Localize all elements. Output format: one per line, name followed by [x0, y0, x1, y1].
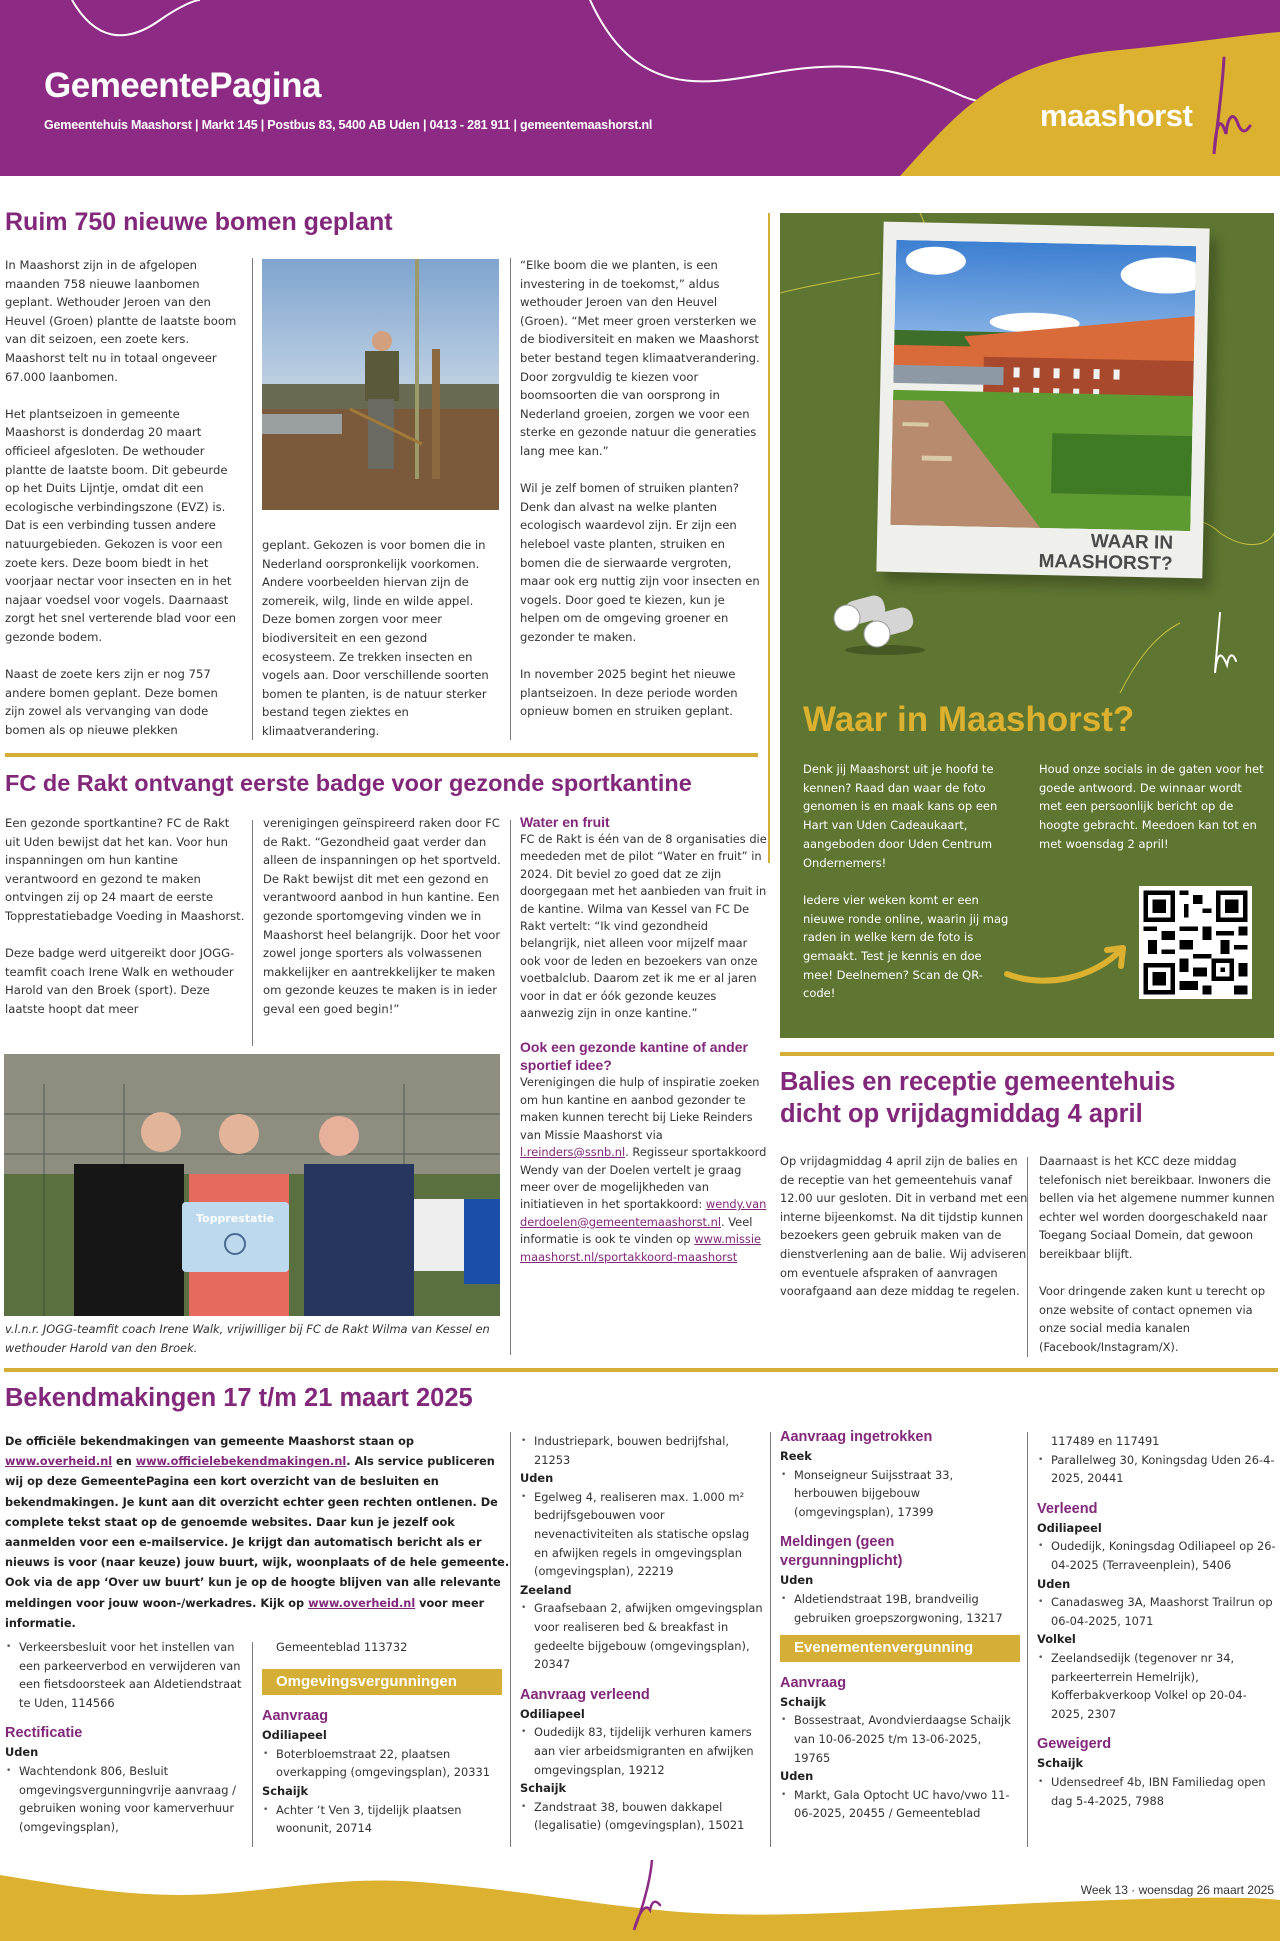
- photo-sign-text: Topprestatie: [196, 1212, 274, 1225]
- column-divider: [510, 258, 511, 740]
- quiz-photo-polaroid: [876, 222, 1209, 579]
- email-link-vanderdoelen[interactable]: wendy.vanderdoelen@gemeentemaashorst.nl: [520, 1197, 767, 1229]
- list-item: • Boterbloemstraat 22, plaatsen overkapping (omgevingsplan), 20331: [262, 1745, 502, 1782]
- place-name: Uden: [1037, 1576, 1071, 1591]
- quiz-text-col2: [1039, 760, 1264, 872]
- column-divider: [510, 820, 511, 1355]
- paragraph: Op vrijdagmiddag 4 april zijn de balies en de receptie van het gemeentehuis vanaf 12.00 uur gesloten. Dit in verband met een interne bijeenkomst. Na dit tijdstip kunnen bezoekers geen gebruik maken van de dienstverlening aan de balie. Wij adviseren om eventuele afspraken of aanvragen voorafgaand aan deze middag te regelen.: [780, 1154, 1028, 1299]
- paragraph: In november 2025 begint het nieuwe plantseizoen. In deze periode worden opnieuw bomen en struiken geplant.: [520, 667, 738, 719]
- page-title: GemeentePagina: [44, 66, 321, 105]
- bekendmakingen-col5: [1037, 1432, 1279, 1810]
- banner-omgevingsvergunningen: Omgevingsvergunningen: [262, 1669, 502, 1696]
- section-rule: [5, 753, 758, 757]
- list-item: • Egelweg 4, realiseren max. 1.000 m² bedrijfsgebouwen voor nevenactiviteiten als statische opslag en afwijken regels in omgevingsplan (omgevingsplan), 22219: [520, 1488, 766, 1581]
- column-divider-gold: [768, 213, 770, 863]
- footer-wave: [0, 1860, 1280, 1941]
- bekendmakingen-col2: [262, 1638, 502, 1838]
- article-fc-col2: [263, 814, 508, 1019]
- list-item: • Udensedreef 4b, IBN Familiedag open dag 5-4-2025, 7988: [1037, 1773, 1279, 1810]
- subheading-gezonde-kantine: Ook een gezonde kantine of ander sportief idee?: [520, 1039, 748, 1074]
- photo-badge-presentation: [4, 1054, 500, 1316]
- column-divider: [770, 1432, 771, 1847]
- arrow-icon: [1003, 940, 1131, 1000]
- column-divider: [252, 258, 253, 740]
- list-item: • Graafsebaan 2, afwijken omgevingsplan voor realiseren bed & breakfast in gedeelte bijgebouw (omgevingsplan), 20347: [520, 1599, 766, 1673]
- place-name: Schaijk: [262, 1783, 309, 1798]
- quiz-text-col1: [803, 760, 1013, 1022]
- paragraph: In Maashorst zijn in de afgelopen maanden 758 nieuwe laanbomen geplant. Wethouder Jeroen van den Heuvel (Groen) plantte de laatste boom van dit seizoen, een zoete kers. Maashorst telt nu in totaal ongeveer 67.000 laanbomen.: [5, 258, 237, 384]
- place-name: Odiliapeel: [262, 1728, 327, 1743]
- list-item-continued: Gemeenteblad 113732: [276, 1640, 408, 1654]
- place-name: Uden: [780, 1769, 814, 1784]
- logo-text: maashorst: [1040, 98, 1193, 133]
- category-geweigerd: Geweigerd: [1037, 1736, 1112, 1753]
- list-item: • Zandstraat 38, bouwen dakkapel (legalisatie) (omgevingsplan), 15021: [520, 1798, 766, 1835]
- place-name: Schaijk: [520, 1781, 567, 1796]
- list-item: • Monseigneur Suijsstraat 33, herbouwen bijgebouw (omgevingsplan), 17399: [780, 1466, 1020, 1522]
- list-item: • Wachtendonk 806, Besluit omgevingsvergunningvrije aanvraag / gebruiken woning voor kamerverhuur (omgevingsplan),: [5, 1762, 245, 1836]
- column-divider: [252, 1642, 253, 1847]
- maashorst-logo-icon: [1196, 54, 1256, 164]
- qr-code[interactable]: [1139, 886, 1252, 999]
- article-title-trees: Ruim 750 nieuwe bomen geplant: [5, 208, 393, 236]
- paragraph: verenigingen geïnspireerd raken door FC de Rakt. “Gezondheid gaat verder dan alleen de inspanningen op het sportveld. De Rakt bewijst dit met een gezond en verantwoord aanbod in hun kantine. Een gezonde sportomgeving vinden we in Maashorst heel belangrijk. Door het voor zowel jonge sporters als volwassenen makkelijker en aantrekkelijker te maken om gezonde keuzes te maken is in ieder geval een goed begin!”: [263, 816, 501, 1016]
- bekendmakingen-col3: [520, 1432, 766, 1835]
- category-rectificatie: Rectificatie: [5, 1725, 83, 1742]
- email-link-reinders[interactable]: l.reinders@ssnb.nl: [520, 1145, 626, 1160]
- place-name: Schaijk: [1037, 1756, 1084, 1771]
- list-item: • Verkeersbesluit voor het instellen van een parkeerverbod en verwijderen van een fietsdoorsteek aan Aldetiendstraat te Uden, 114566: [5, 1638, 245, 1712]
- article-fc-col3: [520, 813, 768, 1266]
- bekendmakingen-title: Bekendmakingen 17 t/m 21 maart 2025: [5, 1384, 473, 1412]
- list-item: • Aldetiendstraat 19B, brandveilig gebruiken groepszorgwoning, 13217: [780, 1590, 1020, 1627]
- place-name: Volkel: [1037, 1632, 1076, 1647]
- list-item: • Canadasweg 3A, Maashorst Trailrun op 06-04-2025, 1071: [1037, 1593, 1279, 1630]
- bekendmakingen-col4: [780, 1428, 1020, 1823]
- paragraph: Deze badge werd uitgereikt door JOGG-teamfit coach Irene Walk en wethouder Harold van den Broek (sport). Deze laatste hoopt dat meer: [5, 946, 235, 1016]
- article-title-balies: Balies en receptie gemeentehuis dicht op vrijdagmiddag 4 april: [780, 1068, 1176, 1128]
- category-aanvraag: Aanvraag: [262, 1708, 329, 1725]
- article-trees-col1: [5, 256, 240, 739]
- banner-evenementenvergunning: Evenementenvergunning: [780, 1635, 1020, 1662]
- place-name: Reek: [780, 1449, 812, 1463]
- category-verleend: Verleend: [1037, 1500, 1098, 1517]
- bekendmakingen-col1: [5, 1638, 245, 1836]
- column-divider: [1027, 1157, 1028, 1357]
- link-overheid[interactable]: www.overheid.nl: [5, 1455, 113, 1469]
- place-name: Uden: [5, 1745, 39, 1760]
- paragraph: Daarnaast is het KCC deze middag telefonisch niet bereikbaar. Inwoners die bellen via het algemene nummer kunnen echter wel worden doorgeschakeld naar Toegang Sociaal Domein, dat gewoon bereikbaar blijft.: [1039, 1154, 1275, 1261]
- subheading-water-fruit: Water en fruit: [520, 814, 610, 830]
- paragraph: “Elke boom die we planten, is een investering in de toekomst,” aldus wethouder Jeroen van den Heuvel (Groen). “Met meer groen versterken we de biodiversiteit en maken we Maashorst beter bestand tegen klimaatverandering. Door zorgvuldig te kiezen voor boomsoorten die van oorsprong in Nederland groeien, zorgen we voor een sterke en gezonde natuur die generaties lang mee kan.”: [520, 258, 760, 458]
- list-item-continued: 117489 en 117491: [1051, 1434, 1160, 1448]
- article-balies-col1: [780, 1152, 1028, 1301]
- bekendmakingen-intro: De officiële bekendmakingen van gemeente Maashorst staan op www.overheid.nl en www.officielebekendmakingen.nl. Als service publiceren wij op deze GemeentePagina een kort overzicht van de besluiten en bekendmakingen. Je kunt aan dit overzicht echter geen rechten ontlenen. De complete tekst staat op de genoemde websites. Daar kun je jezelf ook aanmelden voor een e-mailservice. Je krijgt dan automatisch bericht als er nieuws is voor (naar keuze) jouw buurt, wijk, woonplaats of de hele gemeente. Ook via de app ‘Over uw buurt’ kun je op de hoogte blijven van alle relevante meldingen voor jouw woon-/werkadres. Kijk op www.overheid.nl voor meer informatie.: [5, 1435, 510, 1630]
- list-item: • Industriepark, bouwen bedrijfshal, 21253: [520, 1432, 766, 1469]
- page-header: [0, 0, 1280, 176]
- article-trees-col3: [520, 256, 765, 721]
- link-missiemaashorst[interactable]: www.missiemaashorst.nl/sportakkoord-maashorst: [520, 1232, 762, 1264]
- link-officielebekendmakingen[interactable]: www.officielebekendmakingen.nl: [135, 1455, 347, 1469]
- paragraph: Een gezonde sportkantine? FC de Rakt uit Uden bewijst dat het kan. Voor hun inspanningen om hun kantine verantwoord en gezond te maken ontvingen zij op 24 maart de eerste Topprestatiebadge Voeding in Maashorst.: [5, 816, 245, 923]
- paragraph: Naast de zoete kers zijn er nog 757 andere bomen geplant. Deze bomen zijn zowel als vervanging van dode bomen als op nieuwe plekken: [5, 667, 218, 737]
- photo-caption: v.l.n.r. JOGG-teamfit coach Irene Walk, vrijwilliger bij FC de Rakt Wilma van Kessel en wethouder Harold van den Broek.: [5, 1322, 490, 1355]
- quiz-title: Waar in Maashorst?: [803, 700, 1135, 739]
- place-name: Zeeland: [520, 1582, 572, 1597]
- list-item: • Zeelandsedijk (tegenover nr 34, parkeerterrein Hemelrijk), Kofferbakverkoop Volkel op 20-04-2025, 2307: [1037, 1649, 1279, 1723]
- category-aanvraag-ingetrokken: Aanvraag ingetrokken: [780, 1429, 933, 1445]
- polaroid-caption: WAAR IN MAASHORST?: [1038, 531, 1174, 575]
- paragraph: Houd onze socials in de gaten voor het goede antwoord. De winnaar wordt met een persoonlijk bericht op de hoogte gebracht. Meedoen kan tot en met woensdag 2 april!: [1039, 762, 1264, 851]
- category-aanvraag: Aanvraag: [780, 1674, 847, 1691]
- photo-tree-planting: [262, 259, 499, 510]
- list-item: • Bossestraat, Avondvierdaagse Schaijk van 10-06-2025 t/m 13-06-2025, 19765: [780, 1711, 1020, 1767]
- place-name: Uden: [520, 1471, 554, 1486]
- article-trees-col2: [262, 536, 504, 741]
- binoculars-icon: [825, 588, 945, 658]
- section-rule: [780, 1052, 1274, 1056]
- paragraph: Verenigingen die hulp of inspiratie zoeken om hun kantine en aanbod gezonder te maken kunnen terecht bij Lieke Reinders van Missie Maashorst via l.reinders@ssnb.nl. Regisseur sportakkoord Wendy van der Doelen vertelt je graag meer over de mogelijkheden van initiatieven in het sportakkoord: wendy.vanderdoelen@gemeentemaashorst.nl. Veel informatie is ook te vinden op www.missiemaashorst.nl/sportakkoord-maashorst: [520, 1075, 767, 1264]
- category-meldingen: Meldingen (geen vergunningplicht): [780, 1534, 903, 1570]
- paragraph: Het plantseizoen in gemeente Maashorst is donderdag 20 maart officieel afgesloten. De wethouder plantte de laatste boom. Dit gebeurde op het Duits Lijntje, omdat dit een ecologische verbindingszone (EVZ) is. Dat is een verbinding tussen andere natuurgebieden. Gekozen is voor een zoete kers. Deze boom biedt in het voorjaar nectar voor insecten en in het najaar voedsel voor vogels. Daarnaast zorgt het snel verterende blad voor een gezonde bodem.: [5, 406, 236, 644]
- category-aanvraag-verleend: Aanvraag verleend: [520, 1686, 650, 1703]
- list-item: • Parallelweg 30, Koningsdag Uden 26-4-2025, 20441: [1037, 1451, 1279, 1488]
- contact-info: Gemeentehuis Maashorst | Markt 145 | Postbus 83, 5400 AB Uden | 0413 - 281 911 | gemeentemaashorst.nl: [44, 118, 653, 132]
- link-overheid-info[interactable]: www.overheid.nl: [308, 1596, 416, 1610]
- paragraph: Denk jij Maashorst uit je hoofd te kennen? Raad dan waar de foto genomen is en maak kans op een Hart van Uden Cadeaukaart, aangeboden door Uden Centrum Ondernemers!: [803, 762, 998, 870]
- place-name: Schaijk: [780, 1694, 827, 1709]
- quiz-photo: [890, 240, 1196, 531]
- place-name: Uden: [780, 1573, 814, 1588]
- list-item: • Oudedijk, Koningsdag Odiliapeel op 26-04-2025 (Terraveenplein), 5406: [1037, 1537, 1279, 1574]
- paragraph: FC de Rakt is één van de 8 organisaties die meededen met de pilot “Water en fruit” in 2024. Dit beviel zo goed dat ze zijn doorgegaan met het aanbieden van fruit in de kantine. Wilma van Kessel van FC De Rakt vertelt: “Ik vind gezondheid belangrijk, niet alleen voor mijzelf maar ook voor de leden en bezoekers van onze voetbalclub. Daarom zet ik me er al jaren voor in dat er óók gezonde keuzes aanwezig zijn in onze kantine.”: [520, 832, 767, 1021]
- section-rule: [4, 1368, 1278, 1372]
- column-divider: [510, 1432, 511, 1847]
- article-balies-col2: [1039, 1152, 1279, 1357]
- paragraph: Iedere vier weken komt er een nieuwe ronde online, waarin jij mag raden in welke kern de foto is gemaakt. Test je kennis en doe mee! Deelnemen? Scan de QR-code!: [803, 892, 1009, 1001]
- issue-date: Week 13 · woensdag 26 maart 2025: [1080, 1883, 1274, 1897]
- column-divider: [1027, 1432, 1028, 1847]
- list-item: • Markt, Gala Optocht UC havo/vwo 11-06-2025, 20455 / Gemeenteblad: [780, 1786, 1020, 1823]
- place-name: Odiliapeel: [520, 1706, 585, 1721]
- list-item: • Achter ‘t Ven 3, tijdelijk plaatsen woonunit, 20714: [262, 1801, 502, 1838]
- article-title-fc: FC de Rakt ontvangt eerste badge voor gezonde sportkantine: [5, 770, 692, 796]
- paragraph: Voor dringende zaken kunt u terecht op onze website of contact opnemen via onze social media kanalen (Facebook/Instagram/X).: [1039, 1284, 1266, 1354]
- paragraph: Wil je zelf bomen of struiken planten? Denk dan alvast na welke planten ecologisch waardevol zijn. Er zijn een heleboel vaste planten, struiken en bomen die de sierwaarde vergroten, maar ook erg nuttig zijn voor insecten en vogels. Door goed te kiezen, kun je helpen om de omgeving groener en gezonder te maken.: [520, 481, 760, 644]
- place-name: Odiliapeel: [1037, 1520, 1102, 1535]
- list-item: • Oudedijk 83, tijdelijk verhuren kamers aan vier arbeidsmigranten en afwijken omgevingsplan, 19212: [520, 1723, 766, 1779]
- article-fc-col1: [5, 814, 245, 1019]
- paragraph: geplant. Gekozen is voor bomen die in Nederland oorspronkelijk voorkomen. Andere voorbeelden hiervan zijn de zomereik, wilg, linde en wilde appel. Deze bomen zorgen voor meer biodiversiteit en een gezond ecosysteem. Ze trekken insecten en vogels aan. Door verschillende soorten bomen te planten, is de natuur sterker bestand tegen ziektes en klimaatverandering.: [262, 538, 489, 738]
- column-divider: [252, 820, 253, 1046]
